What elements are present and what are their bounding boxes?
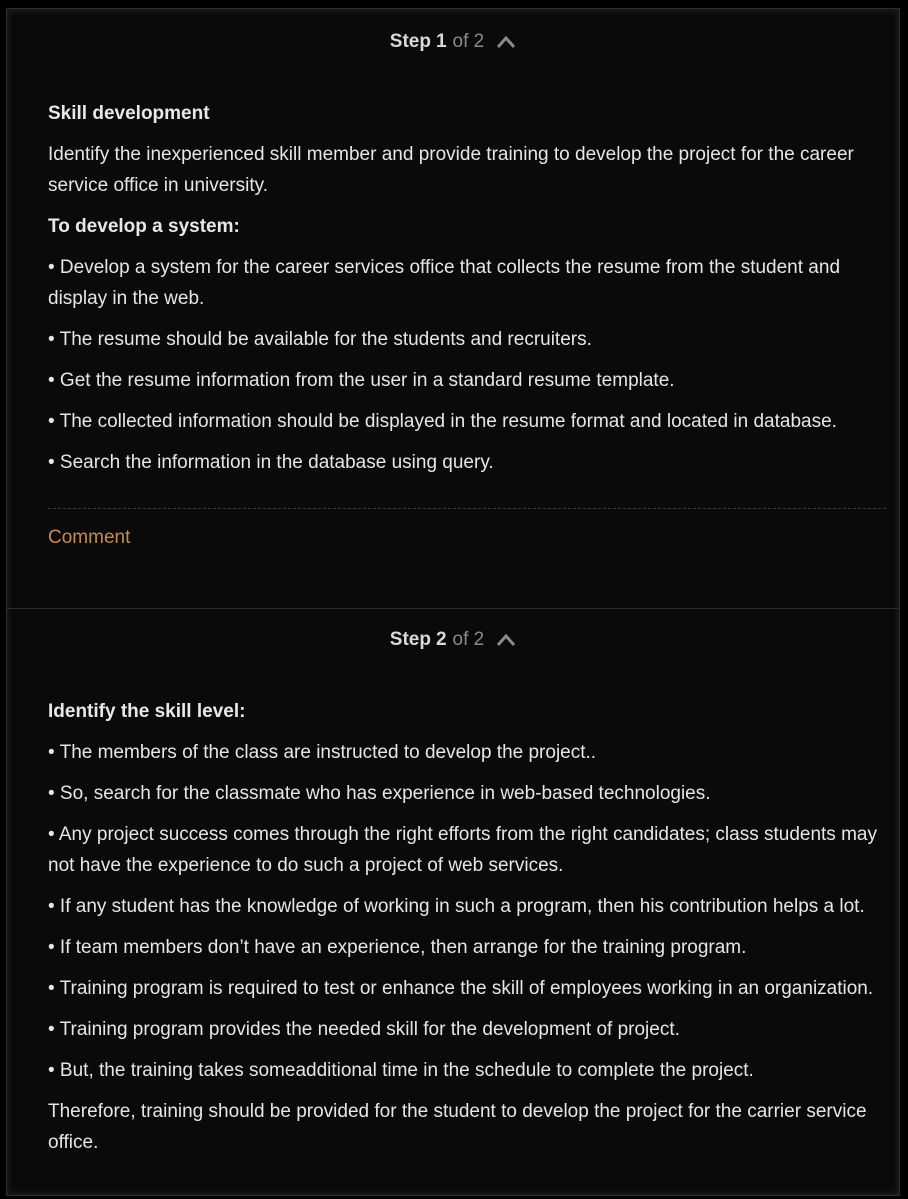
step-2-header[interactable]: [7, 627, 899, 653]
step-separator: [7, 608, 899, 609]
bullet-item: • If team members don’t have an experience, then arrange for the training program.: [48, 937, 747, 958]
bullet-item: • Get the resume information from the user in a standard resume template.: [48, 370, 675, 391]
bullet-item: • Search the information in the database using query.: [48, 452, 494, 473]
step-total: of 2: [452, 629, 485, 650]
step-2: [7, 627, 899, 1168]
step-subheading: To develop a system:: [48, 216, 240, 237]
bullet-item: • If any student has the knowledge of working in such a program, then his contribution helps a lot.: [48, 896, 865, 917]
bullet-item: • The members of the class are instructed to develop the project..: [48, 742, 597, 763]
step-1: [7, 9, 899, 551]
step-heading: Skill development: [48, 103, 210, 124]
chevron-up-icon[interactable]: [496, 35, 516, 49]
step-total: of 2: [452, 31, 485, 52]
step-heading: Identify the skill level:: [48, 701, 246, 722]
step-number: 1: [435, 31, 447, 52]
bullet-item: • Any project success comes through the right efforts from the right candidates; class students may not have the experience to do such a project of web services.: [48, 824, 877, 876]
step-1-content: [7, 98, 899, 478]
bullet-item: • Training program is required to test or enhance the skill of employees working in an organization.: [48, 978, 874, 999]
bullet-item: • The resume should be available for the students and recruiters.: [48, 329, 592, 350]
step-label: Step: [389, 629, 431, 650]
solution-panel: [6, 8, 900, 1196]
bullet-item: • So, search for the classmate who has experience in web-based technologies.: [48, 783, 711, 804]
bullet-item: • The collected information should be displayed in the resume format and located in database.: [48, 411, 837, 432]
bullet-item: • But, the training takes someadditional time in the schedule to complete the project.: [48, 1060, 754, 1081]
comment-divider: [48, 508, 886, 509]
chevron-up-icon[interactable]: [496, 633, 516, 647]
bullet-item: • Training program provides the needed skill for the development of project.: [48, 1019, 680, 1040]
comment-link[interactable]: Comment: [48, 527, 131, 548]
step-number: 2: [435, 629, 447, 650]
step-1-header[interactable]: [7, 29, 899, 55]
step-2-content: [7, 696, 899, 1158]
step-intro: Identify the inexperienced skill member and provide training to develop the project for the career service office in university.: [48, 144, 854, 196]
step-conclusion: Therefore, training should be provided for the student to develop the project for the carrier service office.: [48, 1101, 867, 1153]
step-label: Step: [389, 31, 431, 52]
bullet-item: • Develop a system for the career services office that collects the resume from the student and display in the web.: [48, 257, 841, 309]
